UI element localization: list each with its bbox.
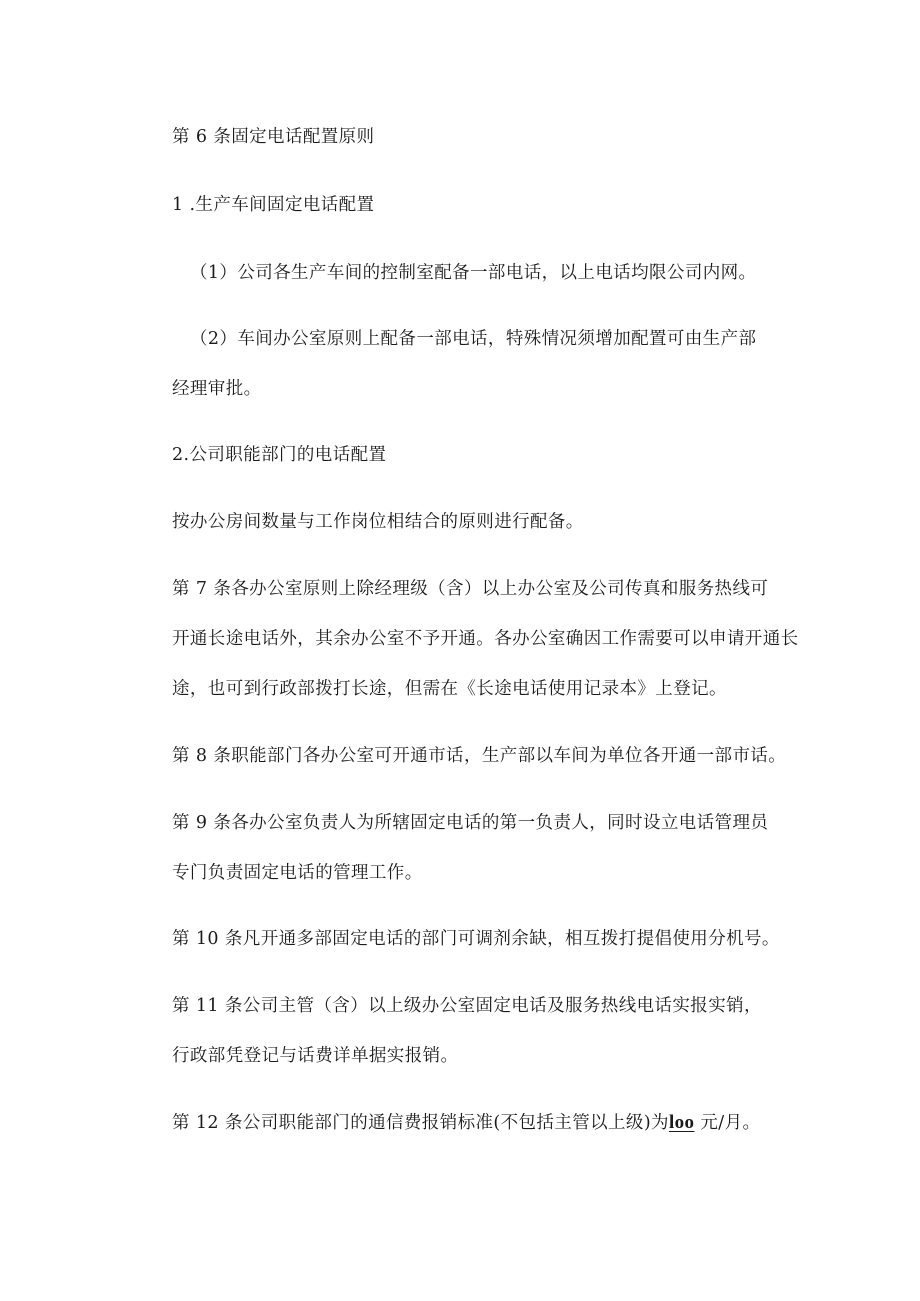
article-7-text: 第 7 条各办公室原则上除经理级（含）以上办公室及公司传真和服务热线可 <box>172 579 769 599</box>
article-8-text: 第 8 条职能部门各办公室可开通市话，生产部以车间为单位各开通一部市话。 <box>172 746 787 766</box>
article-9-text: 第 9 条各办公室负责人为所辖固定电话的第一负责人，同时设立电话管理员 <box>172 813 769 833</box>
article-7-text-cont-2: 途，也可到行政部拨打长途，但需在《长途电话使用记录本》上登记。 <box>172 679 727 699</box>
article-10-text: 第 10 条凡开通多部固定电话的部门可调剂余缺，相互拨打提倡使用分机号。 <box>172 929 780 949</box>
article-11-text: 第 11 条公司主管（含）以上级办公室固定电话及服务热线电话实报实销， <box>172 996 762 1016</box>
item-1-text: （1）公司各生产车间的控制室配备一部电话，以上电话均限公司内网。 <box>190 263 757 283</box>
article-11-text-cont: 行政部凭登记与话费详单据实报销。 <box>172 1046 459 1066</box>
article-12-text <box>172 1111 760 1135</box>
section-2-text: 按办公房间数量与工作岗位相结合的原则进行配备。 <box>172 512 584 532</box>
article-6-heading: 第 6 条固定电话配置原则 <box>172 127 375 147</box>
item-2-text-cont: 经理审批。 <box>172 379 262 399</box>
article-7-text-cont-1: 开通长途电话外，其余办公室不予开通。各办公室确因工作需要可以申请开通长 <box>172 629 799 649</box>
article-12-text-pre: 第 12 条公司职能部门的通信费报销标准(不包括主管以上级)为 <box>172 1113 669 1133</box>
article-12-text-post: 元/月。 <box>694 1113 761 1133</box>
item-2-text: （2）车间办公室原则上配备一部电话，特殊情况须增加配置可由生产部 <box>190 329 757 349</box>
article-9-text-cont: 专门负责固定电话的管理工作。 <box>172 863 423 883</box>
section-1-heading: 1 .生产车间固定电话配置 <box>172 195 375 215</box>
reimbursement-amount: loo <box>668 1112 695 1133</box>
section-2-heading: 2.公司职能部门的电话配置 <box>172 445 387 465</box>
